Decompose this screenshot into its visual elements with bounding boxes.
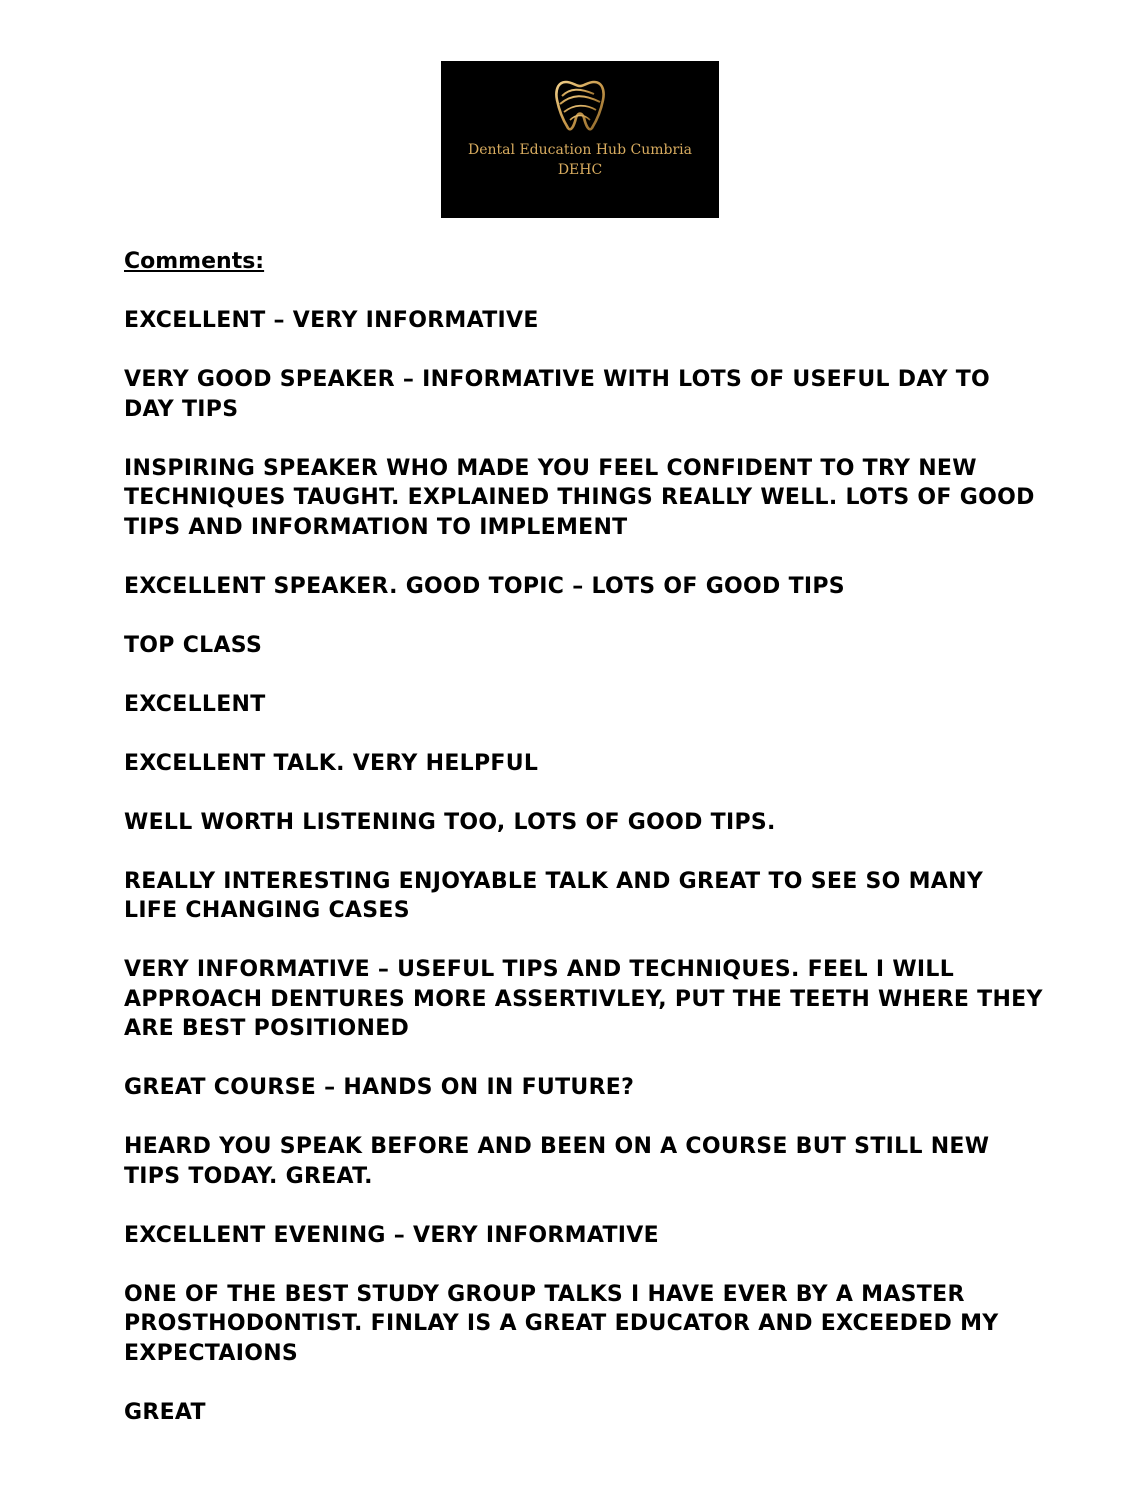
comment-item: TOP CLASS: [124, 632, 263, 658]
comments-section: [124, 247, 1044, 1457]
comment-item: VERY INFORMATIVE – USEFUL TIPS AND TECHNIQUES. FEEL I WILL APPROACH DENTURES MORE ASSERTIVLEY, PUT THE TEETH WHERE THEY ARE BEST POSITIONED: [124, 957, 1043, 1041]
comment-item: GREAT: [124, 1399, 206, 1425]
comment-item: EXCELLENT EVENING – VERY INFORMATIVE: [124, 1222, 659, 1248]
logo-name: Dental Education Hub Cumbria: [468, 142, 692, 158]
comment-item: EXCELLENT: [124, 691, 266, 717]
comment-item: HEARD YOU SPEAK BEFORE AND BEEN ON A COURSE BUT STILL NEW TIPS TODAY. GREAT.: [124, 1134, 990, 1189]
dehc-logo: [441, 61, 719, 218]
comment-item: INSPIRING SPEAKER WHO MADE YOU FEEL CONFIDENT TO TRY NEW TECHNIQUES TAUGHT. EXPLAINED THINGS REALLY WELL. LOTS OF GOOD TIPS AND INFORMATION TO IMPLEMENT: [124, 455, 1035, 540]
comments-list: [124, 306, 1044, 1427]
comment-item: REALLY INTERESTING ENJOYABLE TALK AND GREAT TO SEE SO MANY LIFE CHANGING CASES: [124, 868, 984, 923]
tooth-icon: [550, 74, 610, 134]
comment-item: EXCELLENT – VERY INFORMATIVE: [124, 308, 539, 333]
comments-heading: Comments:: [124, 249, 265, 274]
comment-item: GREAT COURSE – HANDS ON IN FUTURE?: [124, 1075, 635, 1100]
comment-item: ONE OF THE BEST STUDY GROUP TALKS I HAVE EVER BY A MASTER PROSTHODONTIST. FINLAY IS A GREAT EDUCATOR AND EXCEEDED MY EXPECTAIONS: [124, 1281, 999, 1366]
comment-item: WELL WORTH LISTENING TOO, LOTS OF GOOD TIPS.: [124, 809, 776, 835]
logo-abbreviation: DEHC: [557, 162, 603, 178]
comment-item: VERY GOOD SPEAKER – INFORMATIVE WITH LOTS OF USEFUL DAY TO DAY TIPS: [124, 367, 991, 422]
comment-item: EXCELLENT TALK. VERY HELPFUL: [124, 750, 539, 776]
comment-item: EXCELLENT SPEAKER. GOOD TOPIC – LOTS OF GOOD TIPS: [124, 573, 845, 599]
